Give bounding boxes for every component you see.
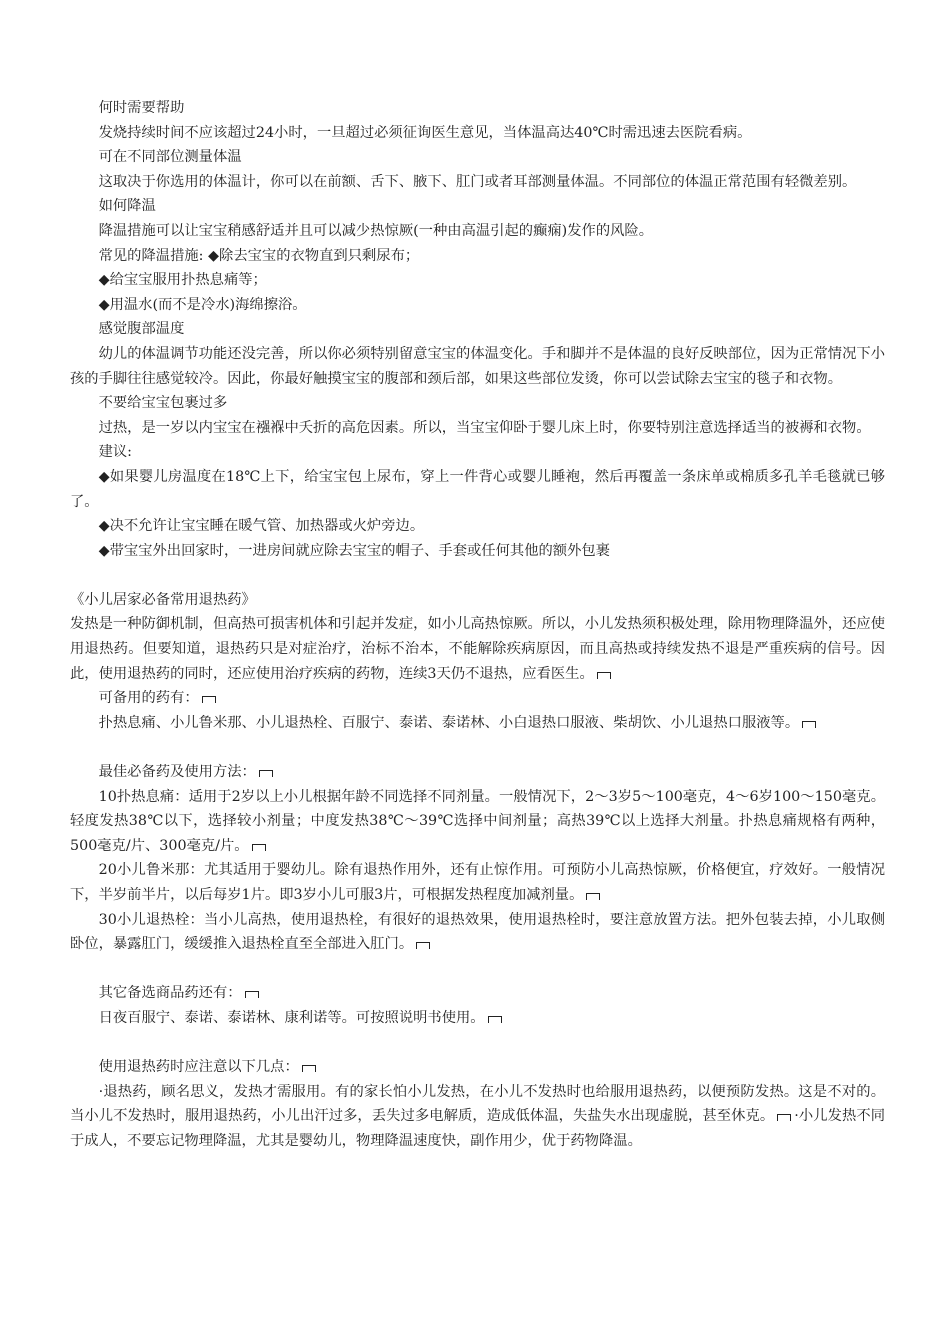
blank-line xyxy=(70,735,885,760)
blank-line xyxy=(70,957,885,982)
other-drugs-label: 其它备选商品药还有： xyxy=(98,985,242,1002)
heading-how-cool: 如何降温 xyxy=(98,198,156,215)
fever-intro-text: 发热是一种防御机制，但高热可损害机体和引起并发症，如小儿高热惊厥。所以，小儿发热须积极处理，除用物理降温外，还应使用退热药。但要知道，退热药只是对症治疗，治标不治本，不能解除疾病原因，而且高热或持续发热不退是严重疾病的信号。因此，使用退热药的同时，还应使用治疗疾病的药物，连续3天仍不退热，应看医生。 xyxy=(70,616,885,682)
return-mark-icon xyxy=(586,893,600,900)
list-item-cooling-2: ◆给宝宝服用扑热息痛等； xyxy=(98,272,267,289)
usage-note-1: ·退热药，顾名思义，发热才需服用。有的家长怕小儿发热，在小儿不发热时也给服用退热药，以便预防发热。这是不对的。当小儿不发热时，服用退热药，小儿出汗过多，丢失过多电解质，造成低体温，失盐失水出现虚脱，甚至休克。 xyxy=(70,1083,885,1125)
list-other-drugs xyxy=(70,1006,885,1031)
list-item-advice-3: ◆带宝宝外出回家时，一进房间就应除去宝宝的帽子、手套或任何其他的额外包裹 xyxy=(98,542,610,559)
return-mark-icon xyxy=(202,696,216,703)
best-drugs-label: 最佳必备药及使用方法： xyxy=(98,764,256,781)
list-item-cooling-3: ◆用温水(而不是冷水)海绵擦浴。 xyxy=(98,296,307,313)
other-drugs-text: 日夜百服宁、泰诺、泰诺林、康利诺等。可按照说明书使用。 xyxy=(98,1009,485,1026)
drug-suppository-text: 30小儿退热栓：当小儿高热，使用退热栓，有很好的退热效果，使用退热栓时，要注意放置方法。把外包装去掉，小儿取侧卧位，暴露肛门，缓缓推入退热栓直至全部进入肛门。 xyxy=(70,911,885,953)
list-available-drugs xyxy=(70,711,885,736)
label-other-drugs xyxy=(70,981,885,1006)
available-drugs-label: 可备用的药有： xyxy=(98,690,199,707)
paragraph-drug-suppository xyxy=(70,908,885,957)
heading-no-overwrap: 不要给宝宝包裹过多 xyxy=(98,395,228,412)
label-available-drugs xyxy=(70,686,885,711)
return-mark-icon xyxy=(302,1065,316,1072)
paragraph-overheating: 过热，是一岁以内宝宝在襁褓中夭折的高危因素。所以，当宝宝仰卧于婴儿床上时，你要特别注意选择适当的被褥和衣物。 xyxy=(98,419,871,436)
paragraph-drug-paracetamol xyxy=(70,785,885,859)
drug-luminal-text: 20小儿鲁米那：尤其适用于婴幼儿。除有退热作用外，还有止惊作用。可预防小儿高热惊厥，价格便宜，疗效好。一般情况下，半岁前半片，以后每岁1片。即3岁小儿可服3片，可根据发热程度加减剂量。 xyxy=(70,862,885,903)
return-mark-icon xyxy=(777,1114,791,1121)
available-drugs-text: 扑热息痛、小儿鲁米那、小儿退热栓、百服宁、泰诺、泰诺林、小白退热口服液、柴胡饮、小儿退热口服液等。 xyxy=(98,714,800,731)
return-mark-icon xyxy=(488,1016,502,1023)
heading-measure-sites: 可在不同部位测量体温 xyxy=(98,149,242,166)
paragraph-belly-temp: 幼儿的体温调节功能还没完善，所以你必须特别留意宝宝的体温变化。手和脚并不是体温的良好反映部位，因为正常情况下小孩的手脚往往感觉较冷。因此，你最好触摸宝宝的腹部和颈后部，如果这些部位发烫，你可以尝试除去宝宝的毯子和衣物。 xyxy=(70,345,885,387)
blank-line xyxy=(70,1031,885,1056)
paragraph-cooling-benefit: 降温措施可以让宝宝稍感舒适并且可以减少热惊厥(一种由高温引起的癫痫)发作的风险。 xyxy=(98,222,654,239)
usage-note-2: ·小儿发热不同于成人，不要忘记物理降温，尤其是婴幼儿，物理降温速度快，副作用少，优于药物降温。 xyxy=(70,1108,885,1149)
list-item-advice-2: ◆决不允许让宝宝睡在暖气管、加热器或火炉旁边。 xyxy=(98,518,425,535)
return-mark-icon xyxy=(245,991,259,998)
document-page xyxy=(70,96,885,1154)
paragraph-fever-duration: 发烧持续时间不应该超过24小时，一旦超过必须征询医生意见，当体温高达40℃时需迅速去医院看病。 xyxy=(98,124,752,141)
blank-line xyxy=(70,563,885,588)
heading-when-help: 何时需要帮助 xyxy=(98,100,185,116)
section-title-antipyretics: 《小儿居家必备常用退热药》 xyxy=(70,591,256,608)
drug-paracetamol-text: 10扑热息痛：适用于2岁以上小儿根据年龄不同选择不同剂量。一般情况下，2～3岁5～100毫克，4～6岁100～150毫克。轻度发热38℃以下，选择较小剂量；中度发热38℃～39℃选择中间剂量；高热39℃以上选择大剂量。扑热息痛规格有两种，500毫克/片、300毫克/片。 xyxy=(70,788,885,854)
heading-advice: 建议: xyxy=(98,444,133,461)
return-mark-icon xyxy=(597,672,611,679)
return-mark-icon xyxy=(802,721,816,728)
paragraph-measure-sites: 这取决于你选用的体温计，你可以在前额、舌下、腋下、肛门或者耳部测量体温。不同部位的体温正常范围有轻微差别。 xyxy=(98,173,857,190)
paragraph-usage-notes xyxy=(70,1080,885,1154)
paragraph-fever-intro xyxy=(70,612,885,686)
heading-belly-temp: 感觉腹部温度 xyxy=(98,321,185,338)
usage-notes-label: 使用退热药时应注意以下几点： xyxy=(98,1059,299,1076)
return-mark-icon xyxy=(416,942,430,949)
return-mark-icon xyxy=(259,770,273,777)
paragraph-drug-luminal xyxy=(70,858,885,907)
return-mark-icon xyxy=(252,844,266,851)
label-best-drugs xyxy=(70,760,885,785)
list-item-cooling-1: 常见的降温措施: ◆除去宝宝的衣物直到只剩尿布； xyxy=(98,247,420,264)
label-usage-notes xyxy=(70,1055,885,1080)
list-item-advice-1: ◆如果婴儿房温度在18℃上下，给宝宝包上尿布，穿上一件背心或婴儿睡袍，然后再覆盖一条床单或棉质多孔羊毛毯就已够了。 xyxy=(70,468,885,510)
